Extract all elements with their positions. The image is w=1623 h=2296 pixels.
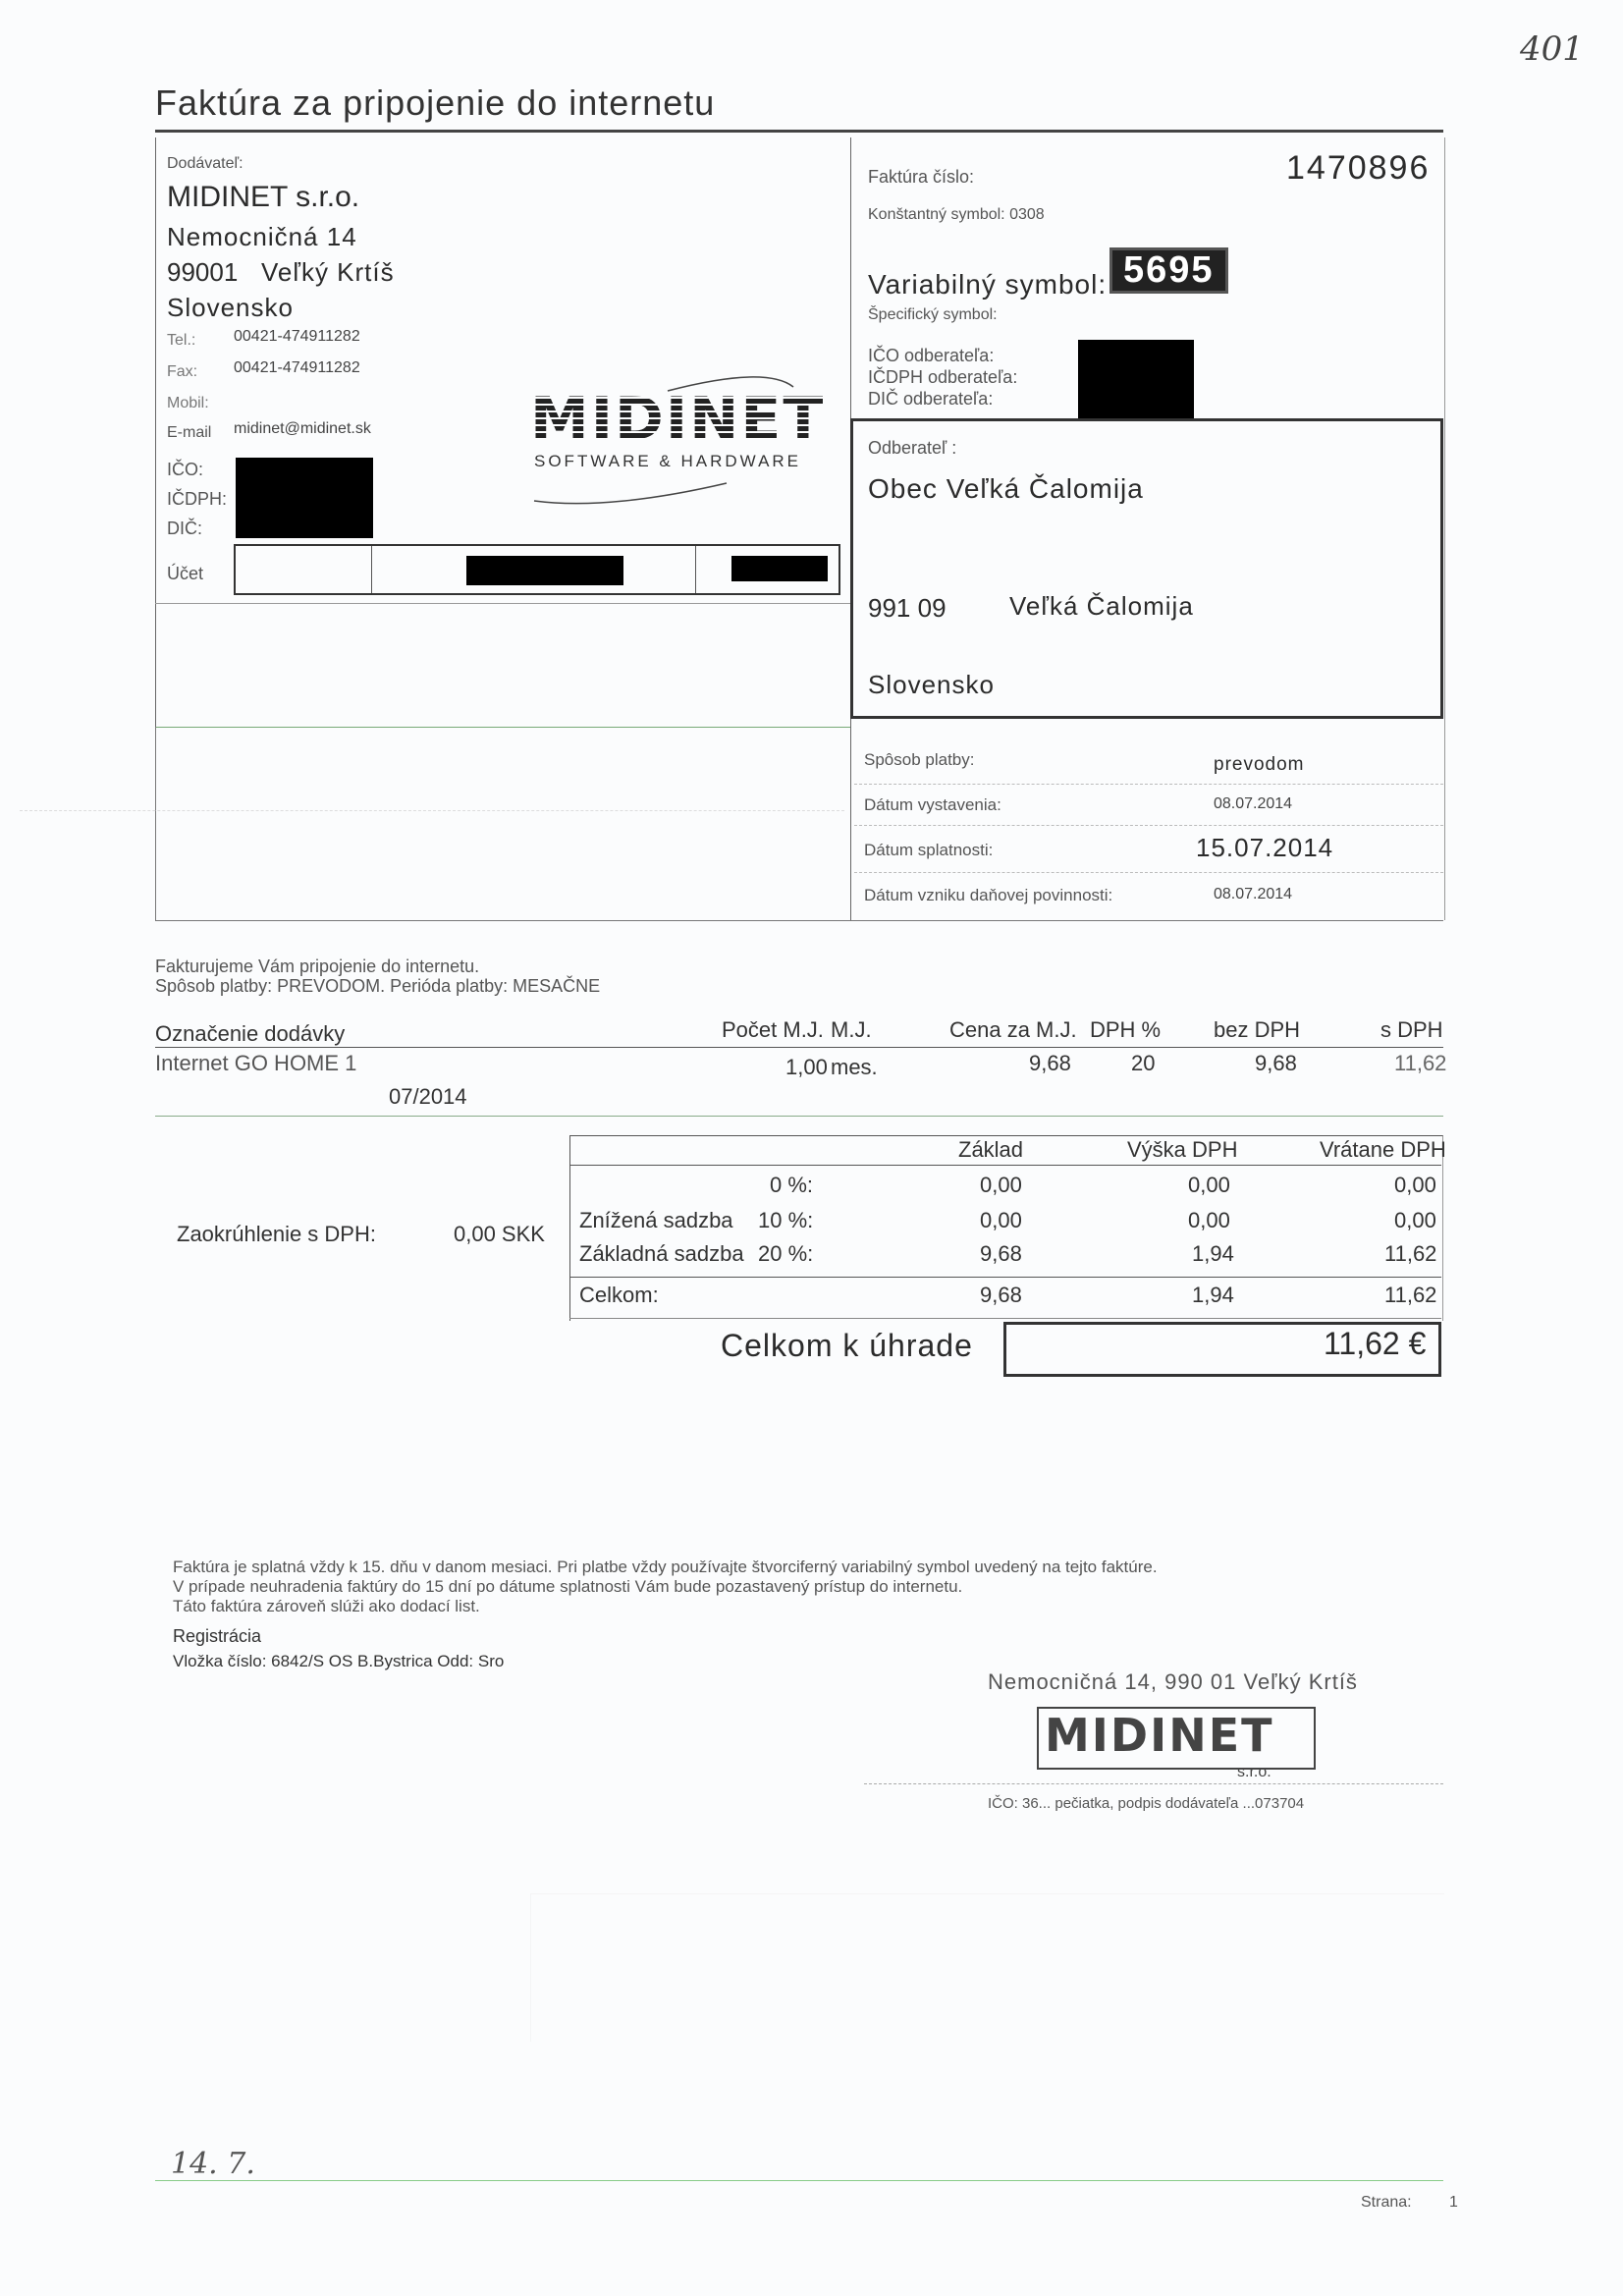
registration-label: Registrácia [173,1626,262,1646]
summary-header-base: Základ [958,1137,1024,1162]
rounding-label: Zaokrúhlenie s DPH: [177,1222,376,1246]
col-header-qty: Počet M.J. [722,1017,824,1042]
redaction-customer-ids [1078,340,1194,418]
tel-label: Tel.: [167,332,196,349]
item-name: Internet GO HOME 1 [155,1051,357,1075]
summary-row-rate: 0 %: [770,1173,814,1197]
bleed-through [530,1893,1444,2042]
col-header-net: bez DPH [1214,1017,1301,1042]
intro-line-2: Spôsob platby: PREVODOM. Perióda platby: MESAČNE [155,976,601,996]
summary-bottom-rule [569,1318,1441,1319]
customer-name: Obec Veľká Čalomija [868,473,1144,504]
page-number-handwritten: 401 [1520,29,1584,69]
summary-row-total: 11,62 [1384,1241,1437,1266]
item-vat: 20 [1131,1051,1156,1075]
summary-row-vat: 0,00 [1188,1173,1230,1197]
redaction-account-1 [466,556,623,585]
email-label: E-mail [167,424,212,441]
summary-row-vat: 0,00 [1188,1208,1230,1232]
supplier-zip: 99001 [167,257,239,287]
due-date-label: Dátum splatnosti: [864,841,994,859]
item-gross: 11,62 [1394,1051,1447,1075]
summary-row-base: 0,00 [980,1173,1022,1197]
payment-rule-1 [854,784,1443,785]
redaction-supplier-ids [236,458,373,538]
box-bottom [155,920,1443,921]
issue-date-label: Dátum vystavenia: [864,795,1001,814]
stamp-logo-text: MIDINET [1045,1709,1274,1762]
mobil-label: Mobil: [167,395,209,411]
tax-date: 08.07.2014 [1214,886,1293,902]
due-date: 15.07.2014 [1196,833,1334,862]
summary-total-rule [569,1277,1441,1278]
supplier-country: Slovensko [167,293,294,322]
redaction-account-2 [731,556,828,581]
logo-swoosh [530,363,844,511]
stamp-sign-line: IČO: 36... pečiatka, podpis dodávateľa ...073704 [988,1795,1305,1812]
account-sep-1 [371,546,372,593]
summary-row-rate: 20 %: [758,1241,814,1266]
dic-customer-label: DIČ odberateľa: [868,389,994,409]
supplier-street: Nemocničná 14 [167,222,357,251]
dic-label: DIČ: [167,519,202,538]
tax-date-label: Dátum vzniku daňovej povinnosti: [864,886,1113,904]
summary-row-vat: 1,94 [1192,1241,1234,1266]
logo-text: MIDINET [530,385,826,454]
summary-row-name: Znížená sadzba [579,1208,733,1232]
stamp-logo [1037,1707,1316,1770]
box-left [155,727,156,920]
grand-total-value: 11,62 € [1324,1326,1427,1361]
summary-total-vat: 1,94 [1192,1283,1234,1307]
col-header-vat: DPH % [1090,1017,1162,1042]
summary-row-rate: 10 %: [758,1208,814,1232]
ucet-label: Účet [167,564,204,583]
page-footer-rule [155,2180,1443,2181]
grand-total-label: Celkom k úhrade [721,1328,973,1363]
faint-dash [20,810,844,811]
item-net: 9,68 [1255,1051,1297,1075]
item-qty: 1,00 [785,1055,828,1079]
payment-method-label: Spôsob platby: [864,750,975,769]
rounding-value: 0,00 SKK [454,1222,545,1246]
registration-value: Vložka číslo: 6842/S OS B.Bystrica Odd: Sro [173,1652,505,1670]
item-price: 9,68 [1029,1051,1071,1075]
invoice-number: 1470896 [1286,149,1431,187]
summary-row-total: 0,00 [1394,1208,1436,1232]
payment-rule-3 [854,872,1443,873]
icdph-customer-label: IČDPH odberateľa: [868,367,1018,387]
col-header-item: Označenie dodávky [155,1021,346,1046]
handwritten-date: 14. 7. [171,2147,255,2181]
summary-header-rule [569,1165,1441,1166]
supplier-city: Veľký Krtíš [261,257,395,287]
footer-line-3: Táto faktúra zároveň slúži ako dodací list. [173,1597,480,1615]
issue-date: 08.07.2014 [1214,795,1293,812]
footer-line-2: V prípade neuhradenia faktúry do 15 dní po dátume splatnosti Vám bude pozastavený prístup do internetu. [173,1577,963,1596]
document-title: Faktúra za pripojenie do internetu [155,82,716,123]
title-rule [155,130,1443,133]
summary-header-total: Vrátane DPH [1320,1137,1446,1162]
col-header-gross: s DPH [1380,1017,1443,1042]
ico-customer-label: IČO odberateľa: [868,346,995,365]
logo-subtitle: SOFTWARE & HARDWARE [534,452,802,470]
icdph-label: IČDPH: [167,489,228,509]
customer-zip: 991 09 [868,593,947,623]
summary-header-vat: Výška DPH [1127,1137,1238,1162]
summary-row-name: Základná sadzba [579,1241,744,1266]
page-number: 1 [1449,2194,1458,2211]
summary-total-base: 9,68 [980,1283,1022,1307]
constant-symbol: Konštantný symbol: 0308 [868,206,1045,223]
supplier-name: MIDINET s.r.o. [167,181,360,213]
item-period: 07/2014 [389,1084,467,1109]
intro-line-1: Fakturujeme Vám pripojenie do internetu. [155,957,480,976]
summary-row-base: 9,68 [980,1241,1022,1266]
page-label: Strana: [1361,2194,1412,2211]
invoice-number-label: Faktúra číslo: [868,167,975,187]
customer-city: Veľká Čalomija [1009,591,1194,621]
supplier-divider [155,603,850,604]
variable-symbol-label: Variabilný symbol: [868,269,1108,300]
summary-row-base: 0,00 [980,1208,1022,1232]
items-bottom-rule [155,1116,1443,1117]
footer-line-1: Faktúra je splatná vždy k 15. dňu v danom mesiaci. Pri platbe vždy používajte štvorciferný variabilný symbol uvedený na tejto faktúre. [173,1558,1158,1576]
tel-value: 00421-474911282 [234,328,360,345]
summary-row-total: 0,00 [1394,1173,1436,1197]
payment-divider [155,727,850,728]
col-header-unit: M.J. [831,1017,872,1042]
payment-method: prevodom [1214,754,1305,775]
customer-country: Slovensko [868,670,995,699]
item-unit: mes. [831,1055,878,1079]
signature-rule [864,1783,1443,1784]
items-header-rule [155,1047,1443,1048]
summary-total-name: Celkom: [579,1283,659,1307]
payment-rule-2 [854,825,1443,826]
summary-total-total: 11,62 [1384,1283,1437,1307]
fax-label: Fax: [167,363,198,380]
fax-value: 00421-474911282 [234,359,360,376]
customer-label: Odberateľ : [868,438,957,458]
supplier-label: Dodávateľ: [167,155,243,172]
stamp-address: Nemocničná 14, 990 01 Veľký Krtíš [988,1669,1358,1694]
ico-label: IČO: [167,460,204,479]
variable-symbol: 5695 [1109,247,1228,294]
specific-symbol: Špecifický symbol: [868,306,998,323]
stamp-sro: s.r.o. [1237,1764,1271,1780]
email-value[interactable]: midinet@midinet.sk [234,420,371,437]
col-header-price: Cena za M.J. [949,1017,1077,1042]
account-sep-2 [695,546,696,593]
